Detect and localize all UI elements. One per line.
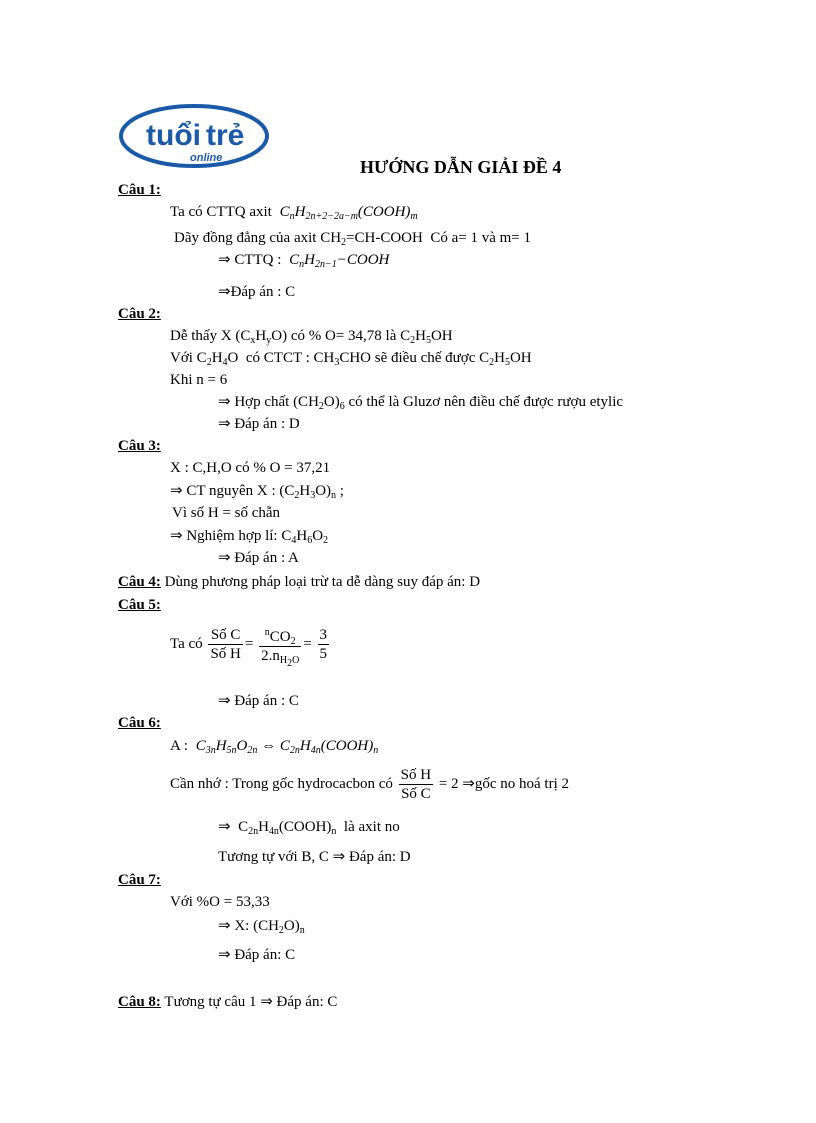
logo-word-2: trẻ (206, 119, 245, 152)
q1-line-1-text: Ta có CTTQ axit (170, 204, 272, 220)
q6-fraction: $\frac{\text{Số H}}{\text{Số C}}$ (400, 767, 432, 802)
logo-sub: online (190, 152, 223, 164)
q7-answer: ⇒ Đáp án: C (218, 947, 296, 963)
q1-line-3 (218, 251, 389, 269)
q4-line (118, 573, 480, 591)
q6-header: Câu 6: (118, 715, 161, 731)
q3-line-2: ⇒ CT nguyên X : $(C_2H_3O)_n$ ; (170, 483, 344, 501)
q7-header: Câu 7: (118, 872, 161, 888)
q6-line-2 (170, 766, 569, 803)
q3-header: Câu 3: (118, 438, 161, 454)
q2-line-2: Với $C_2H_4O$ có CTCT : $CH_3CHO$ sẽ điều chế được $C_2H_5OH$ (170, 350, 532, 368)
q1-formula: $C_nH_{2n-1}-COOH$ (289, 252, 390, 270)
q6-line-2-suffix: = 2 ⇒gốc no hoá trị 2 (438, 775, 570, 792)
logo-word-1: tuổi (146, 119, 201, 152)
q5-equation: Ta có $\frac{\text{Số C}}{\text{Số H}}$ = $\frac{^nCO_2}{2.n_{H_2O}}$ = $\frac{3}{5}$ (170, 624, 331, 665)
q6-formula: $C_{3n}H_{5n}O_{2n}$ ⇔ $C_{2n}H_{4n}(COOH)_n$ (195, 738, 379, 756)
q2-header: Câu 2: (118, 306, 161, 322)
q3-answer: ⇒ Đáp án : A (218, 550, 299, 566)
q5-header: Câu 5: (118, 597, 161, 613)
page-title: HƯỚNG DẪN GIẢI ĐỀ 4 (360, 157, 562, 177)
q4-header: Câu 4: (118, 574, 161, 590)
q7-line-2: ⇒ X: $(CH_2O)_n$ (218, 918, 305, 936)
tuoi-tre-online-logo (118, 103, 270, 169)
q4-text: Dùng phương pháp loại trừ ta dễ dàng suy đáp án: D (164, 574, 481, 590)
q5-answer: ⇒ Đáp án : C (218, 693, 299, 709)
q6-line-1-text: A : (170, 738, 188, 754)
q2-line-4: ⇒ Hợp chất $(CH_2O)_6$ có thể là Gluzơ nên điều chế được rượu etylic (218, 394, 624, 412)
q8-line (118, 993, 337, 1011)
q1-header: Câu 1: (118, 182, 161, 198)
q8-text: Tương tự câu 1 ⇒ Đáp án: C (164, 994, 338, 1010)
q1-line-1 (170, 203, 418, 221)
q1-answer: ⇒Đáp án : C (218, 284, 296, 300)
q2-line-3: Khi n = 6 (170, 372, 228, 388)
q6-line-3: ⇒ $C_{2n}H_{4n}(COOH)_n$ là axit no (218, 819, 400, 837)
q1-line-3-text: ⇒ CTTQ : (218, 252, 282, 268)
q2-line-1: Dễ thấy X $(C_xH_yO)$ có % O= 34,78 là $C_2H_5OH$ (170, 328, 453, 346)
q2-answer: ⇒ Đáp án : D (218, 416, 300, 432)
q5-fraction-3: $\frac{3}{5}$ (319, 627, 328, 662)
q6-line-3-suffix: là axit no (343, 819, 400, 835)
q3-line-1: X : C,H,O có % O = 37,21 (170, 460, 331, 476)
q8-header: Câu 8: (118, 994, 161, 1010)
q5-fraction-2: $\frac{^nCO_2}{2.n_{H_2O}}$ (259, 624, 301, 665)
q1-line-2: Dãy đồng đẳng của axit $CH_2=CH$-COOH Có a= 1 và m= 1 (174, 230, 531, 248)
q5-prefix: Ta có (170, 635, 203, 652)
q1-general-formula: $C_nH_{2n+2-2a-m}(COOH)_m$ (279, 204, 418, 222)
q7-line-1: Với %O = 53,33 (170, 894, 270, 910)
q3-line-3: Vì số H = số chẵn (172, 505, 281, 521)
q6-line-4: Tương tự với B, C ⇒ Đáp án: D (218, 849, 411, 865)
q6-line-2-prefix: Cần nhớ : Trong gốc hydrocacbon có (170, 775, 393, 792)
q6-line-1 (170, 737, 378, 755)
q3-line-4: ⇒ Nghiệm hợp lí: $C_4H_6O_2$ (170, 528, 329, 546)
q5-fraction-1: $\frac{\text{Số C}}{\text{Số H}}$ (210, 627, 241, 662)
